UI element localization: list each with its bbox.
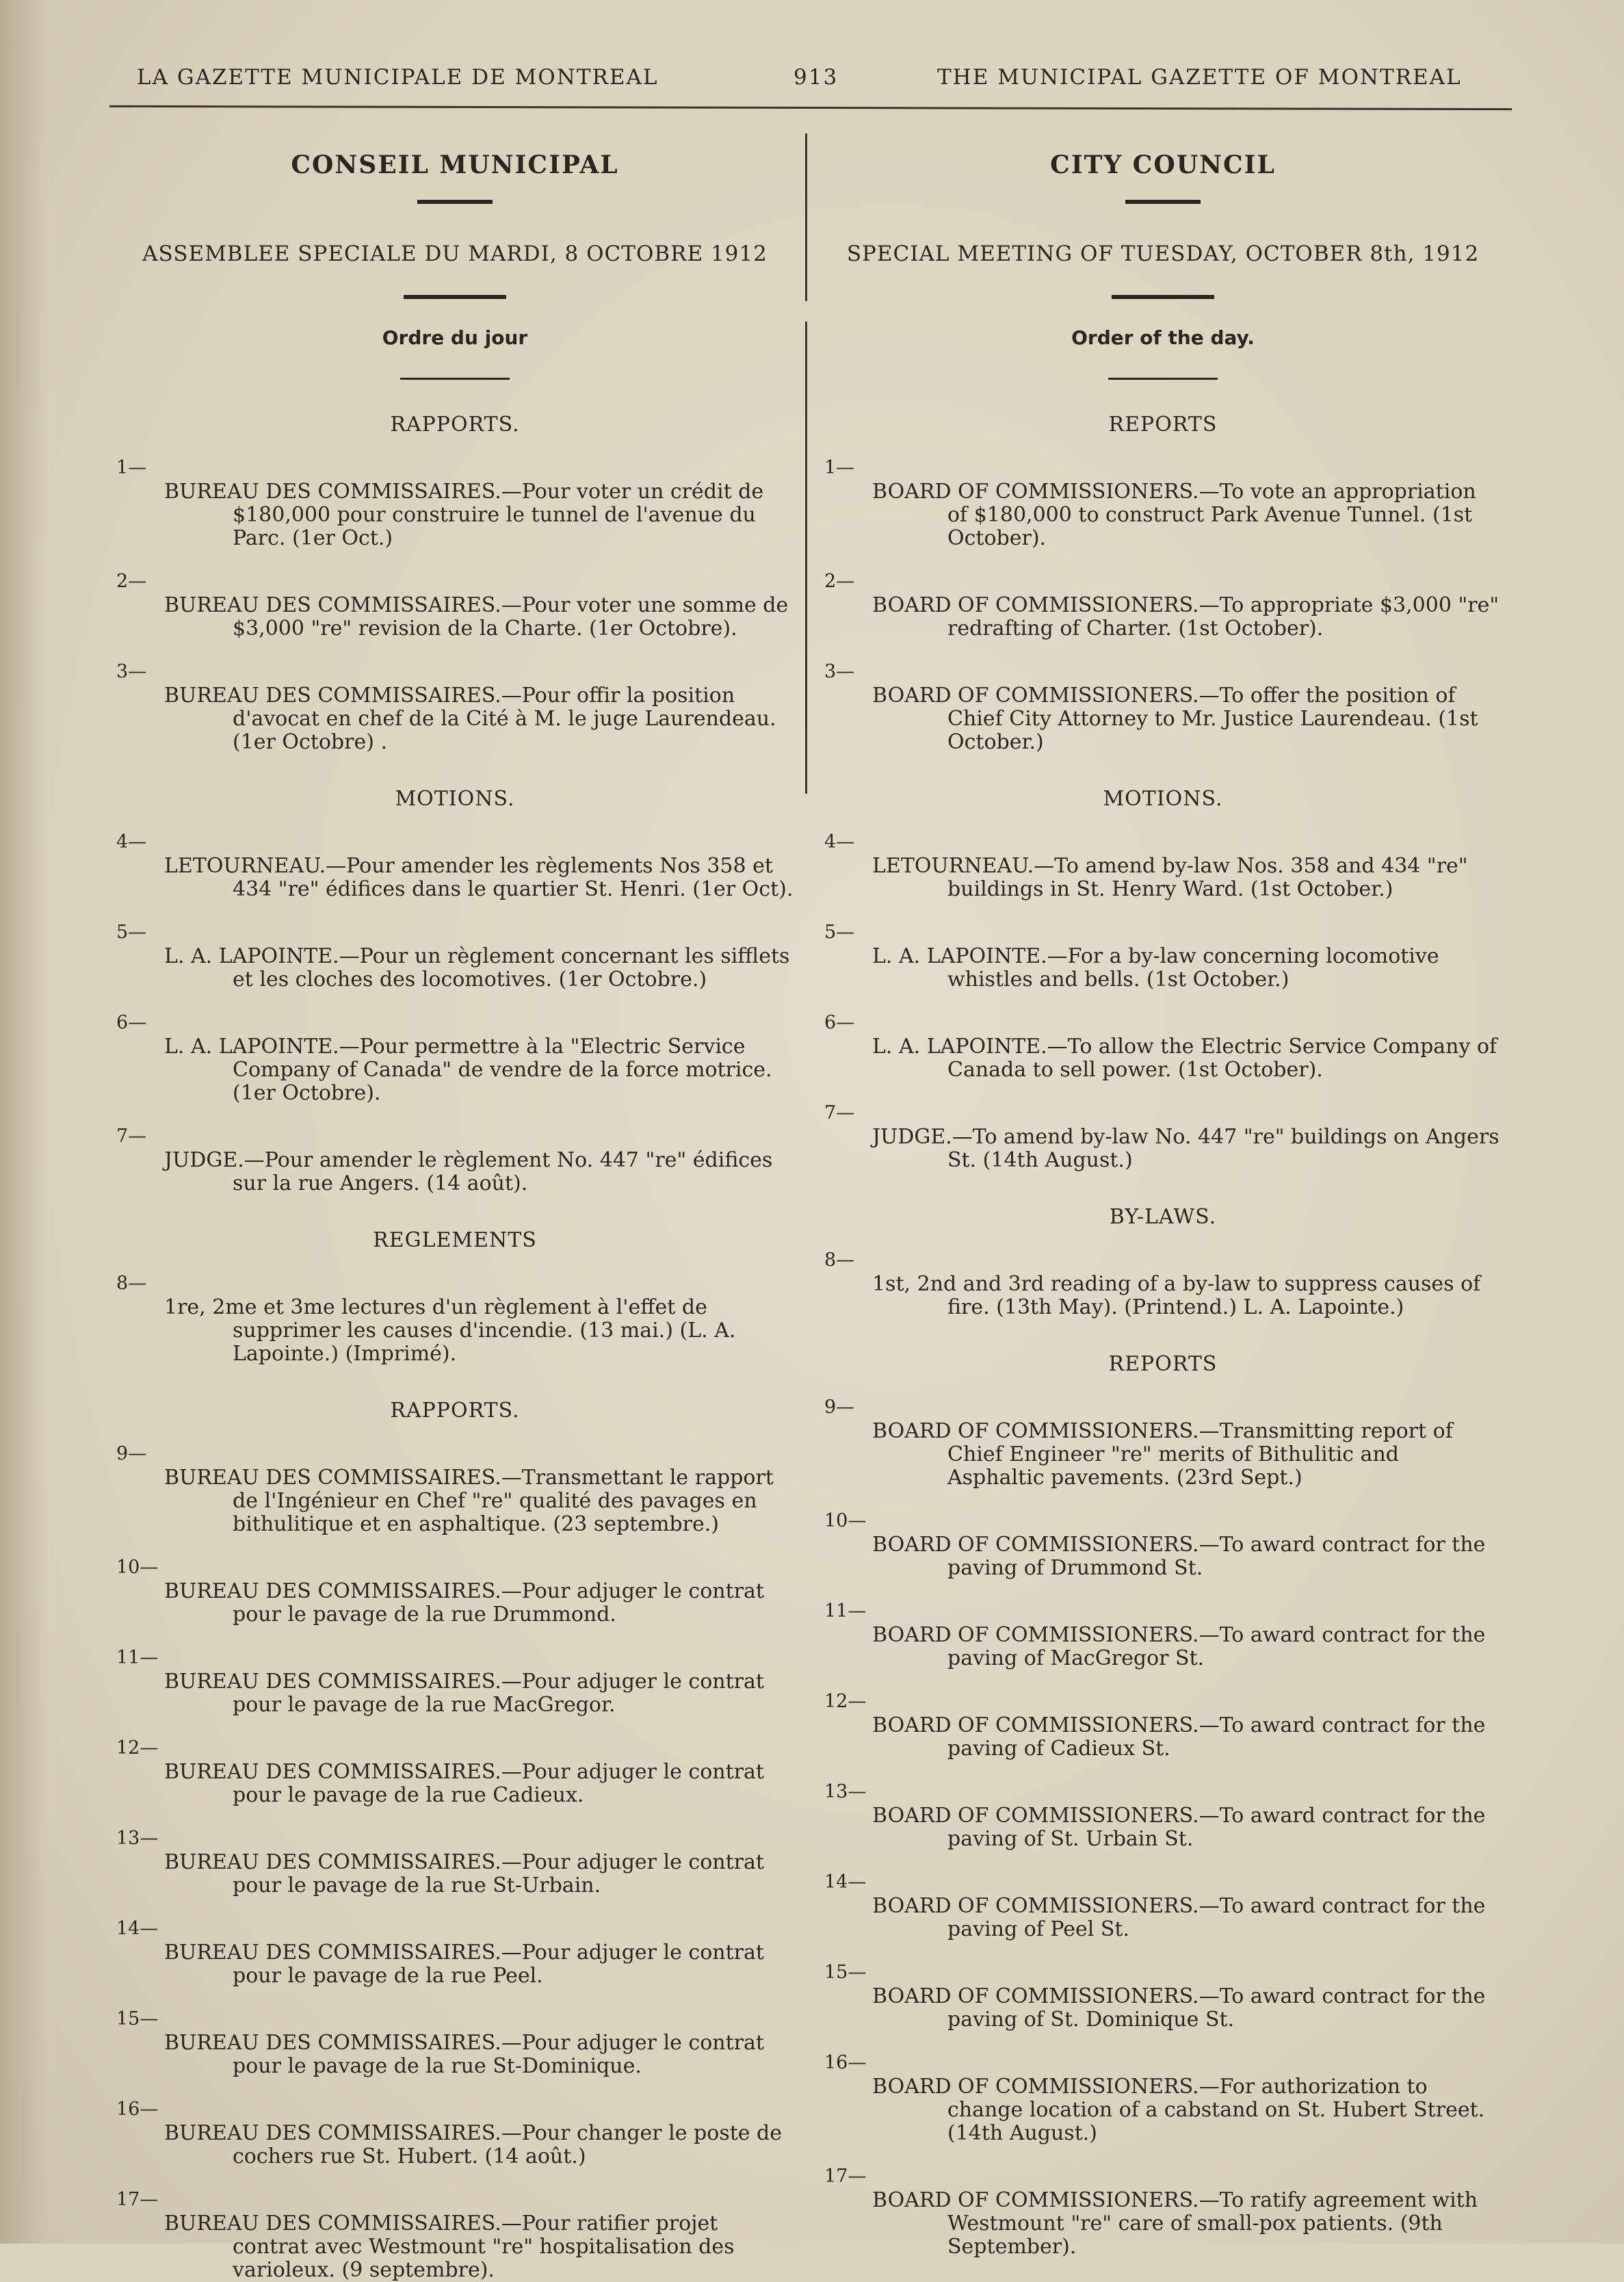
agenda-item-text: BUREAU DES COMMISSAIRES.—Pour adjuger le contrat pour le pavage de la rue Peel. [164, 1941, 764, 1988]
agenda-item-number: 16— [824, 2052, 867, 2073]
section-heading: MOTIONS. [395, 787, 515, 811]
header-rule [109, 105, 1512, 110]
english-meeting-line: SPECIAL MEETING OF TUESDAY, OCTOBER 8th, 1912 [846, 242, 1480, 266]
agenda-item-number: 9— [116, 1443, 147, 1464]
agenda-item [824, 1600, 1502, 1670]
agenda-item-text: BOARD OF COMMISSIONERS.—To appropriate $3,000 "re" redrafting of Charter. (1st October). [872, 593, 1499, 640]
agenda-item [824, 661, 1502, 754]
agenda-item-number: 4— [116, 831, 147, 853]
meeting-rule [404, 295, 506, 299]
agenda-item [116, 1443, 794, 1536]
agenda-item [116, 2099, 794, 2168]
agenda-item [824, 922, 1502, 991]
french-order-heading: Ordre du jour [382, 326, 528, 349]
agenda-item-text: BOARD OF COMMISSIONERS.—To vote an appropriation of $180,000 to construct Park Avenue Tunnel. (1st October). [872, 480, 1476, 550]
agenda-item-text: BOARD OF COMMISSIONERS.—To award contract for the paving of Cadieux St. [872, 1713, 1486, 1761]
agenda-item [116, 1737, 794, 1807]
column-divider-top [805, 133, 807, 301]
agenda-item-text: BOARD OF COMMISSIONERS.—To ratify agreement with Westmount "re" care of small-pox patients. (9th September). [872, 2188, 1478, 2259]
agenda-item-number: 1— [824, 457, 855, 478]
agenda-item-number: 5— [824, 922, 855, 943]
agenda-item-number: 8— [116, 1273, 147, 1294]
column-divider-middle [805, 322, 807, 794]
english-column [824, 137, 1502, 2259]
section-heading: REPORTS [1108, 1352, 1218, 1376]
agenda-item-number: 4— [824, 831, 855, 853]
header-english-title: THE MUNICIPAL GAZETTE OF MONTREAL [937, 65, 1462, 90]
agenda-item-number: 3— [824, 661, 855, 682]
agenda-item [116, 457, 794, 550]
agenda-item-number: 17— [116, 2189, 159, 2210]
agenda-item [824, 1781, 1502, 1851]
agenda-item-number: 12— [116, 1737, 159, 1759]
agenda-item [824, 2166, 1502, 2259]
agenda-item [824, 1249, 1502, 1319]
agenda-item [824, 831, 1502, 901]
agenda-item-text: BUREAU DES COMMISSAIRES.—Pour adjuger le contrat pour le pavage de la rue St-Dominique. [164, 2031, 764, 2078]
agenda-item-number: 8— [824, 1249, 855, 1271]
agenda-item-text: L. A. LAPOINTE.—Pour un règlement concernant les sifflets et les cloches des locomotives. (1er Octobre.) [164, 944, 790, 991]
agenda-item [824, 1962, 1502, 2032]
agenda-item-text: BOARD OF COMMISSIONERS.—To award contract for the paving of St. Urbain St. [872, 1804, 1486, 1851]
section-heading: REGLEMENTS [373, 1228, 537, 1252]
agenda-item-number: 6— [824, 1012, 855, 1033]
agenda-item-number: 5— [116, 922, 147, 943]
agenda-item-text: BOARD OF COMMISSIONERS.—To offer the position of Chief City Attorney to Mr. Justice Laurendeau. (1st October.) [872, 684, 1478, 754]
agenda-item-number: 6— [116, 1012, 147, 1033]
agenda-item-number: 1— [116, 457, 147, 478]
english-sections [824, 413, 1502, 2259]
order-rule [400, 378, 510, 380]
agenda-item-text: 1st, 2nd and 3rd reading of a by-law to suppress causes of fire. (13th May). (Printend.) L. A. Lapointe.) [872, 1272, 1481, 1319]
agenda-item-number: 17— [824, 2166, 867, 2187]
agenda-item-number: 11— [116, 1647, 159, 1668]
agenda-item-text: JUDGE.—Pour amender le règlement No. 447 "re" édifices sur la rue Angers. (14 août). [164, 1148, 773, 1195]
agenda-item [116, 1273, 794, 1366]
agenda-item-number: 13— [824, 1781, 867, 1802]
agenda-item-text: BOARD OF COMMISSIONERS.—For authorization to change location of a cabstand on St. Hubert Street. (14th August.) [872, 2075, 1485, 2145]
agenda-item [116, 1647, 794, 1717]
agenda-item [116, 571, 794, 640]
book-spine-shadow [0, 0, 48, 2244]
agenda-item [824, 1397, 1502, 1490]
agenda-item-number: 9— [824, 1397, 855, 1418]
agenda-item-number: 16— [116, 2099, 159, 2120]
agenda-item-number: 7— [824, 1102, 855, 1124]
agenda-item-text: BOARD OF COMMISSIONERS.—To award contract for the paving of MacGregor St. [872, 1623, 1486, 1670]
agenda-item-text: LETOURNEAU.—To amend by-law Nos. 358 and 434 "re" buildings in St. Henry Ward. (1st October.) [872, 854, 1468, 901]
agenda-item-text: JUDGE.—To amend by-law No. 447 "re" buildings on Angers St. (14th August.) [872, 1125, 1499, 1172]
agenda-item-number: 14— [824, 1871, 867, 1893]
agenda-item-text: BUREAU DES COMMISSAIRES.—Pour adjuger le contrat pour le pavage de la rue Drummond. [164, 1579, 764, 1626]
agenda-item-number: 12— [824, 1691, 867, 1712]
meeting-rule [1112, 295, 1214, 299]
section-heading: BY-LAWS. [1109, 1205, 1217, 1229]
agenda-item-text: L. A. LAPOINTE.—For a by-law concerning locomotive whistles and bells. (1st October.) [872, 944, 1439, 991]
french-sections [116, 413, 794, 2282]
agenda-item [116, 2189, 794, 2282]
english-order-heading: Order of the day. [1071, 326, 1255, 349]
agenda-item-number: 15— [116, 2008, 159, 2030]
agenda-item-text: BUREAU DES COMMISSAIRES.—Pour voter une somme de $3,000 "re" revision de la Charte. (1er Octobre). [164, 593, 789, 640]
agenda-item-text: BOARD OF COMMISSIONERS.—To award contract for the paving of St. Dominique St. [872, 1984, 1486, 2032]
agenda-item-text: LETOURNEAU.—Pour amender les règlements Nos 358 et 434 "re" édifices dans le quartier St. Henri. (1er Oct). [164, 854, 794, 901]
agenda-item-text: 1re, 2me et 3me lectures d'un règlement à l'effet de supprimer les causes d'incendie. (13 mai.) (L. A. Lapointe.) (Imprimé). [164, 1295, 736, 1366]
french-meeting-line: ASSEMBLEE SPECIALE DU MARDI, 8 OCTOBRE 1912 [142, 242, 768, 266]
agenda-item-text: BUREAU DES COMMISSAIRES.—Pour adjuger le contrat pour le pavage de la rue Cadieux. [164, 1760, 764, 1807]
order-rule [1108, 378, 1218, 380]
agenda-item [116, 1126, 794, 1195]
agenda-item [116, 1828, 794, 1897]
title-rule [417, 200, 493, 204]
section-heading: RAPPORTS. [390, 1399, 520, 1423]
agenda-item-number: 10— [824, 1510, 867, 1531]
agenda-item-number: 7— [116, 1126, 147, 1147]
agenda-item-text: BUREAU DES COMMISSAIRES.—Pour offir la position d'avocat en chef de la Cité à M. le juge Laurendeau. (1er Octobre) . [164, 684, 776, 754]
agenda-item [116, 1557, 794, 1626]
agenda-item [824, 1012, 1502, 1082]
english-council-title: CITY COUNCIL [1050, 151, 1276, 179]
title-rule [1125, 200, 1201, 204]
agenda-item-number: 14— [116, 1918, 159, 1939]
agenda-item [116, 922, 794, 991]
agenda-item-text: BUREAU DES COMMISSAIRES.—Pour ratifier projet contrat avec Westmount "re" hospitalisation des varioleux. (9 septembre). [164, 2212, 735, 2282]
agenda-item-text: BUREAU DES COMMISSAIRES.—Pour adjuger le contrat pour le pavage de la rue St-Urbain. [164, 1850, 764, 1897]
section-heading: MOTIONS. [1103, 787, 1223, 811]
section-heading: REPORTS [1108, 413, 1218, 437]
agenda-item [116, 831, 794, 901]
agenda-item [824, 1102, 1502, 1172]
agenda-item-number: 3— [116, 661, 147, 682]
french-council-title: CONSEIL MUNICIPAL [291, 151, 619, 179]
agenda-item [116, 1918, 794, 1988]
section-heading: RAPPORTS. [390, 413, 520, 437]
french-column [116, 137, 794, 2282]
header-french-title: LA GAZETTE MUNICIPALE DE MONTREAL [137, 65, 659, 90]
agenda-item-number: 2— [116, 571, 147, 592]
agenda-item-number: 13— [116, 1828, 159, 1849]
agenda-item [824, 1510, 1502, 1580]
page-number: 913 [794, 65, 839, 90]
agenda-item-text: BUREAU DES COMMISSAIRES.—Pour adjuger le contrat pour le pavage de la rue MacGregor. [164, 1670, 764, 1717]
agenda-item [824, 1871, 1502, 1941]
agenda-item [824, 1691, 1502, 1761]
agenda-item [116, 2008, 794, 2078]
agenda-item-number: 10— [116, 1557, 159, 1578]
agenda-item [824, 2052, 1502, 2145]
agenda-item-number: 11— [824, 1600, 867, 1622]
agenda-item-text: BOARD OF COMMISSIONERS.—To award contract for the paving of Peel St. [872, 1894, 1486, 1941]
agenda-item-number: 15— [824, 1962, 867, 1983]
agenda-item-text: BUREAU DES COMMISSAIRES.—Transmettant le rapport de l'Ingénieur en Chef "re" qualité des pavages en bithulitique et en asphaltique. (23 septembre.) [164, 1466, 774, 1536]
agenda-item [116, 661, 794, 754]
agenda-item-text: BUREAU DES COMMISSAIRES.—Pour voter un crédit de $180,000 pour construire le tunnel de l'avenue du Parc. (1er Oct.) [164, 480, 764, 550]
agenda-item [116, 1012, 794, 1105]
agenda-item-text: L. A. LAPOINTE.—To allow the Electric Service Company of Canada to sell power. (1st October). [872, 1035, 1497, 1082]
agenda-item-text: BUREAU DES COMMISSAIRES.—Pour changer le poste de cochers rue St. Hubert. (14 août.) [164, 2121, 783, 2168]
agenda-item [824, 571, 1502, 640]
agenda-item-text: BOARD OF COMMISSIONERS.—To award contract for the paving of Drummond St. [872, 1533, 1486, 1580]
agenda-item [824, 457, 1502, 550]
agenda-item-text: BOARD OF COMMISSIONERS.—Transmitting report of Chief Engineer "re" merits of Bithulitic and Asphaltic pavements. (23rd Sept.) [872, 1419, 1453, 1490]
agenda-item-text: L. A. LAPOINTE.—Pour permettre à la "Electric Service Company of Canada" de vendre de la force motrice. (1er Octobre). [164, 1035, 772, 1105]
agenda-item-number: 2— [824, 571, 855, 592]
